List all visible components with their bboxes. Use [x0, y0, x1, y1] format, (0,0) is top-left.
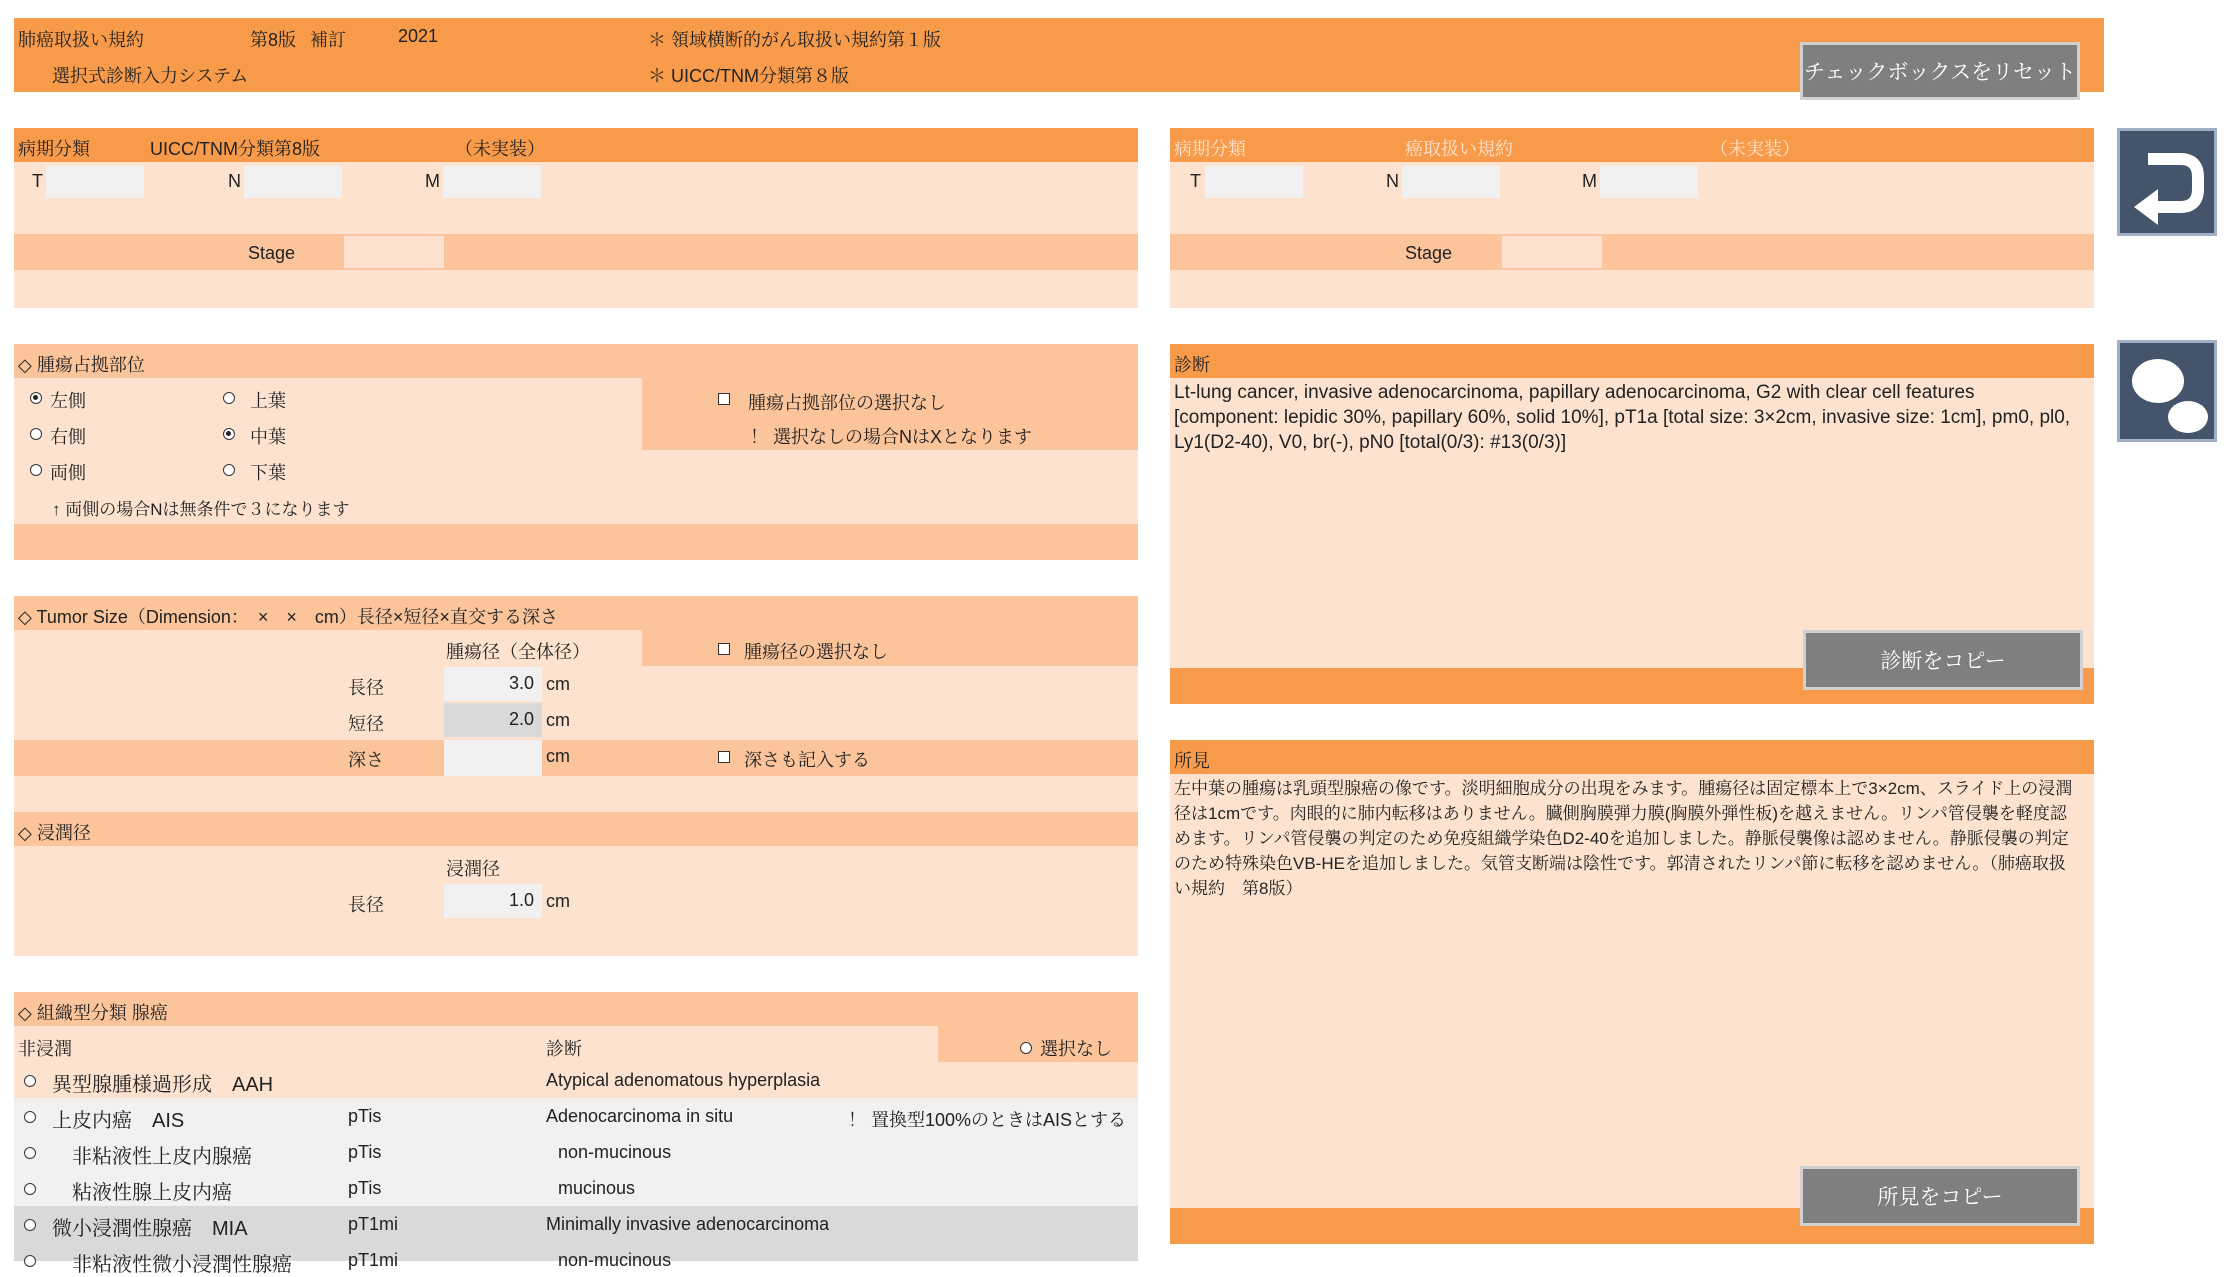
reset-checkboxes-button[interactable]: チェックボックスをリセット [1800, 42, 2080, 100]
findings-title: 所見 [1174, 751, 1210, 771]
hist-pt: pT1mi [348, 1250, 399, 1270]
depth-label: 深さ [348, 750, 384, 770]
size-title: ◇ Tumor Size（Dimension： × × cm）長径×短径×直交する深さ [18, 607, 558, 627]
long-label: 長径 [348, 678, 384, 698]
stage-jp-status: （未実装） [1710, 139, 1800, 159]
hist-diag: Minimally invasive adenocarcinoma [546, 1214, 830, 1234]
edition-label: 第8版 [250, 30, 297, 50]
stage-uicc-row [14, 234, 1138, 270]
middle-label: 中葉 [250, 427, 286, 447]
app-subtitle: 選択式診断入力システム [52, 66, 249, 86]
hist-radio-muc-ais[interactable] [24, 1183, 36, 1195]
hist-name: 微小浸潤性腺癌 MIA [52, 1218, 248, 1240]
stage-uicc-body [14, 162, 1138, 234]
upper-label: 上葉 [250, 391, 286, 411]
size-none-panel [642, 630, 1138, 666]
location-header [14, 344, 1138, 378]
hist-radio-mia[interactable] [24, 1219, 36, 1231]
stage-jp-system: 癌取扱い規約 [1405, 139, 1513, 159]
t-jp-label: T [1190, 171, 1201, 191]
hist-radio-ais[interactable] [24, 1111, 36, 1123]
long-input[interactable] [444, 667, 542, 701]
hist-radio-nonmuc-mia[interactable] [24, 1255, 36, 1267]
stage-jp-label: Stage [1405, 243, 1453, 263]
invasion-long-value: 1.0 [508, 890, 534, 910]
revision-label: 補訂 [310, 30, 346, 50]
t-label: T [32, 171, 43, 191]
long-value: 3.0 [508, 673, 534, 693]
invasion-title: ◇ 浸潤径 [18, 823, 91, 843]
location-none-note: ！ 選択なしの場合NはXとなります [750, 427, 1033, 447]
invasion-body [14, 846, 1138, 956]
left-radio[interactable] [30, 392, 42, 404]
table-row [14, 1242, 1138, 1276]
header-note-2: ＊ UICC/TNM分類第８版 [648, 66, 849, 86]
size-col-header: 腫瘍径（全体径） [446, 642, 590, 662]
depth-checkbox[interactable] [718, 751, 730, 763]
hist-diag: mucinous [558, 1178, 636, 1198]
short-input[interactable] [444, 703, 542, 737]
t-jp-input[interactable] [1205, 166, 1303, 198]
both-note: ↑ 両側の場合Nは無条件で３になります [52, 500, 350, 519]
diag-col-label: 診断 [546, 1039, 582, 1059]
right-label: 右側 [50, 427, 86, 447]
histology-title: ◇ 組織型分類 腺癌 [18, 1003, 168, 1023]
hist-pt: pT1mi [348, 1214, 399, 1234]
location-none-checkbox[interactable] [718, 393, 730, 405]
stage-uicc-footer [14, 270, 1138, 308]
depth-unit: cm [546, 746, 570, 766]
stage-uicc-status: （未実装） [455, 139, 545, 159]
stage-label: Stage [248, 243, 296, 263]
bubbles-icon[interactable] [2117, 340, 2217, 442]
location-none-label: 腫瘍占拠部位の選択なし [748, 393, 946, 413]
hist-radio-aah[interactable] [24, 1075, 36, 1087]
size-footer [14, 776, 1138, 812]
short-label: 短径 [348, 714, 384, 734]
left-label: 左側 [50, 391, 86, 411]
long-unit: cm [546, 674, 570, 694]
findings-text[interactable]: 左中葉の腫瘍は乳頭型腺癌の像です。淡明細胞成分の出現をみます。腫瘍径は固定標本上で3×2cm、スライド上の浸潤径は1cmです。肉眼的に肺内転移はありません。臓側胸膜弾力膜(胸膜外弾性板)を越えません。リンパ管侵襲を軽度認めます。リンパ管侵襲の判定のため免疫組織学染色D2-40を追加しました。静脈侵襲像は認めません。静脈侵襲の判定のため特殊染色VB-HEを追加しました。気管支断端は陰性です。郭清されたリンパ節に転移を認めません。（肺癌取扱い規約 第8版） [1174, 779, 2073, 898]
lower-label: 下葉 [250, 463, 286, 483]
both-radio[interactable] [30, 464, 42, 476]
stage-jp-row [1170, 234, 2094, 270]
depth-check-label: 深さも記入する [744, 750, 870, 770]
size-none-label: 腫瘍径の選択なし [744, 642, 888, 662]
hist-name: 上皮内癌 AIS [52, 1110, 185, 1132]
m-jp-label: M [1582, 171, 1597, 191]
diagnosis-text[interactable]: Lt-lung cancer, invasive adenocarcinoma, papillary adenocarcinoma, G2 with clear cell features [component: lepidic 30%, papillary 60%, solid 10%], pT1a [total size: 3×2cm, invasive size: 1cm], pm0, pl0, Ly1(D2-40), V0, br(-), pN0 [total(0/3): #13(0/3)] [1174, 382, 2071, 453]
middle-radio[interactable] [223, 428, 235, 440]
invasion-col-header: 浸潤径 [446, 859, 500, 879]
undo-arrow-icon[interactable] [2117, 128, 2217, 236]
hist-note: ！ 置換型100%のときはAISとする [848, 1110, 1127, 1130]
hist-name: 異型腺腫様過形成 AAH [52, 1074, 274, 1096]
header-note-1: ＊ 領域横断的がん取扱い規約第１版 [648, 30, 941, 50]
hist-name: 粘液性腺上皮内癌 [72, 1182, 232, 1204]
upper-radio[interactable] [223, 392, 235, 404]
stage-uicc-title: 病期分類 [18, 139, 90, 159]
short-unit: cm [546, 710, 570, 730]
hist-diag: Adenocarcinoma in situ [546, 1106, 734, 1126]
m-label: M [425, 171, 440, 191]
stage-jp-header [1170, 128, 2094, 162]
location-right-lower [642, 450, 1138, 524]
hist-name: 非粘液性上皮内腺癌 [72, 1146, 252, 1168]
both-label: 両側 [50, 463, 86, 483]
location-footer [14, 524, 1138, 560]
n-value-input[interactable] [244, 166, 342, 198]
diagnosis-header [1170, 344, 2094, 378]
stage-uicc-system: UICC/TNM分類第8版 [150, 139, 320, 159]
invasion-unit: cm [546, 891, 570, 911]
invasion-long-label: 長径 [348, 895, 384, 915]
invasion-long-input[interactable] [444, 884, 542, 918]
hist-pt: pTis [348, 1178, 382, 1198]
hist-pt: pTis [348, 1142, 382, 1162]
short-value: 2.0 [508, 709, 534, 729]
findings-header [1170, 740, 2094, 774]
hist-diag: non-mucinous [558, 1250, 672, 1270]
right-radio[interactable] [30, 428, 42, 440]
n-jp-label: N [1386, 171, 1399, 191]
location-title: ◇ 腫瘍占拠部位 [18, 355, 145, 375]
noninv-col-label: 非浸潤 [18, 1039, 72, 1059]
stage-uicc-value[interactable] [344, 236, 444, 268]
copy-findings-button[interactable]: 所見をコピー [1800, 1166, 2080, 1226]
hist-pt: pTis [348, 1106, 382, 1126]
n-label: N [228, 171, 241, 191]
hist-diag: non-mucinous [558, 1142, 672, 1162]
n-jp-input[interactable] [1402, 166, 1500, 198]
hist-radio-nonmuc-ais[interactable] [24, 1147, 36, 1159]
size-none-checkbox[interactable] [718, 643, 730, 655]
m-value-input[interactable] [443, 166, 541, 198]
depth-row [14, 740, 1138, 776]
year-label: 2021 [398, 26, 439, 46]
histology-header [14, 992, 1138, 1026]
copy-diagnosis-button[interactable]: 診断をコピー [1803, 630, 2083, 690]
stage-jp-value[interactable] [1502, 236, 1602, 268]
depth-input[interactable] [444, 740, 542, 776]
hist-name: 非粘液性微小浸潤性腺癌 [72, 1254, 292, 1276]
app-title: 肺癌取扱い規約 [18, 30, 144, 50]
stage-jp-title: 病期分類 [1174, 139, 1246, 159]
lower-radio[interactable] [223, 464, 235, 476]
m-jp-input[interactable] [1600, 166, 1698, 198]
diagnosis-title: 診断 [1174, 355, 1210, 375]
hist-diag: Atypical adenomatous hyperplasia [546, 1070, 821, 1090]
histology-none-radio[interactable] [1020, 1042, 1032, 1054]
t-value-input[interactable] [46, 166, 144, 198]
histology-none-label: 選択なし [1040, 1039, 1112, 1059]
histology-colhead [14, 1026, 938, 1062]
stage-jp-footer [1170, 270, 2094, 308]
invasion-header [14, 812, 1138, 846]
